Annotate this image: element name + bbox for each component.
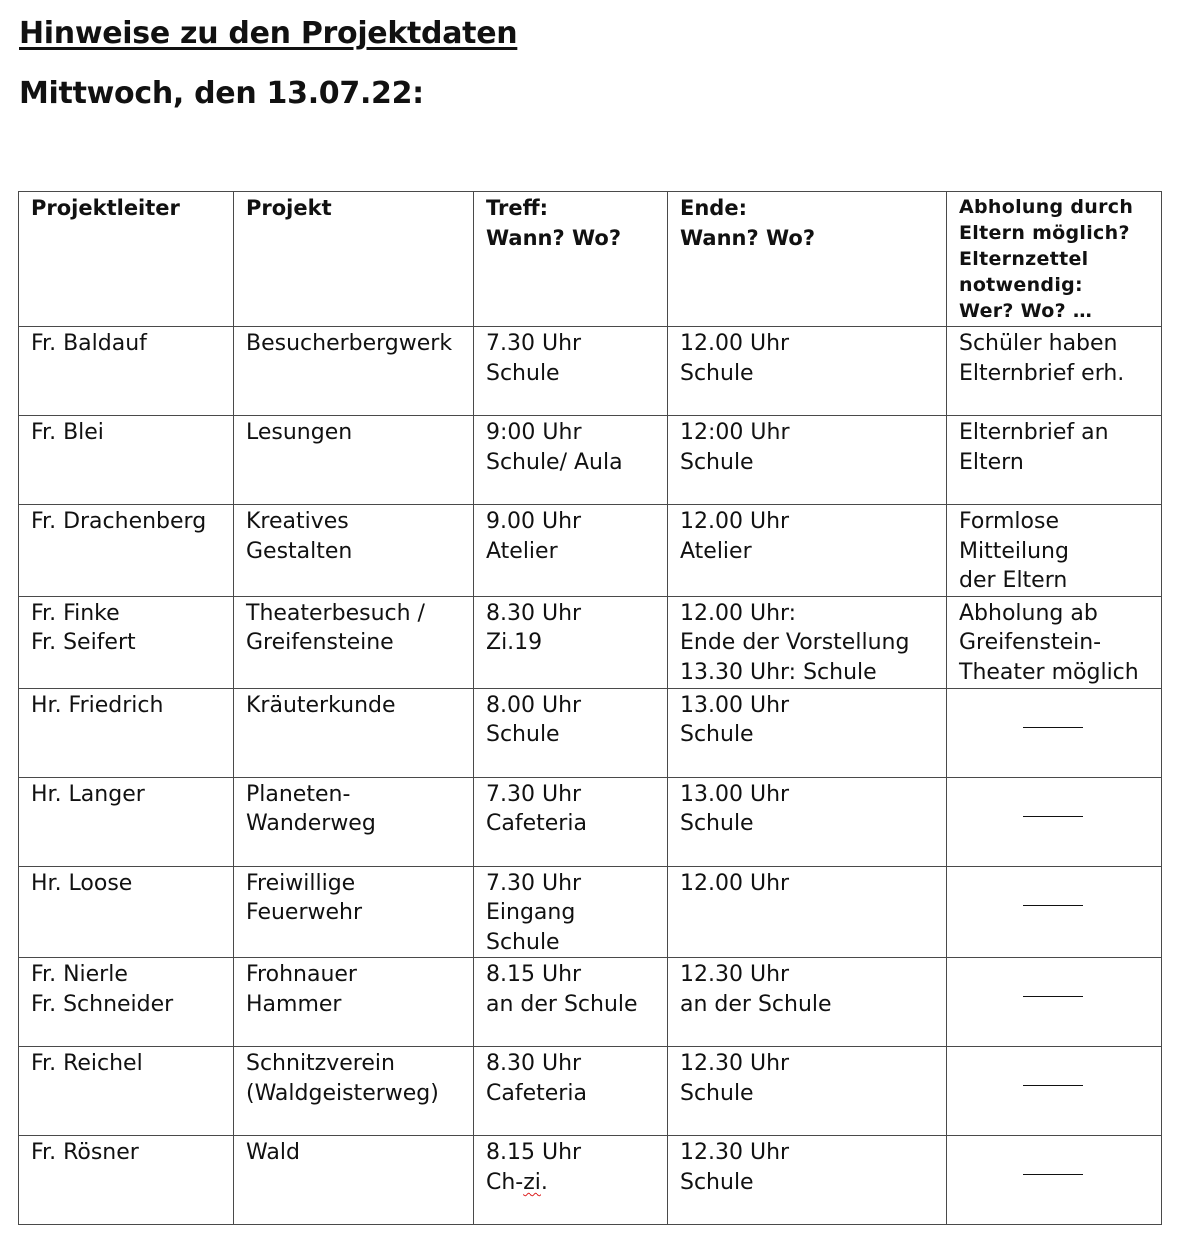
blank-line: [1023, 905, 1083, 906]
cell-line: Frohnauer: [246, 962, 357, 988]
cell-pickup: [947, 327, 1162, 416]
cell-leader: [19, 1136, 234, 1225]
cell-line: Schule: [680, 449, 754, 475]
document-title: Hinweise zu den Projektdaten: [19, 16, 518, 51]
cell-end: [668, 596, 947, 688]
cell-meet: [474, 1047, 668, 1136]
cell-line: 13.30 Uhr: Schule: [680, 659, 877, 685]
cell-line: an der Schule: [486, 991, 638, 1017]
cell-pickup: [947, 688, 1162, 777]
cell-line: Greifenstein-: [959, 630, 1102, 656]
cell-line: Fr. Rösner: [31, 1140, 139, 1166]
blank-line: [1023, 1085, 1083, 1086]
cell-project: [234, 505, 474, 597]
cell-line: Schule: [680, 1080, 754, 1106]
cell-project: [234, 1047, 474, 1136]
header-end: [668, 192, 947, 327]
cell-line: Fr. Seifert: [31, 630, 136, 656]
cell-leader: [19, 866, 234, 958]
cell-line: Fr. Drachenberg: [31, 509, 207, 534]
cell-line: Fr. Nierle: [31, 962, 128, 988]
cell-line: Atelier: [680, 538, 752, 564]
table-row: [19, 688, 1162, 777]
cell-line: Schule: [680, 360, 754, 386]
cell-line: 12:00 Uhr: [680, 420, 790, 445]
cell-line: Abholung ab: [959, 600, 1098, 626]
cell-line: Wann? Wo?: [680, 225, 816, 250]
table-row: [19, 416, 1162, 505]
cell-project: [234, 327, 474, 416]
cell-meet: [474, 1136, 668, 1225]
table-row: [19, 958, 1162, 1047]
cell-line: 7.30 Uhr: [486, 331, 582, 356]
cell-project: [234, 596, 474, 688]
cell-line: Lesungen: [246, 420, 353, 445]
cell-meet: [474, 596, 668, 688]
cell-project: [234, 866, 474, 958]
cell-line: Hr. Friedrich: [31, 692, 164, 718]
table-row: [19, 596, 1162, 688]
cell-line: 12.00 Uhr: [680, 331, 790, 356]
cell-meet: [474, 866, 668, 958]
cell-line: 12.00 Uhr:: [680, 600, 797, 626]
cell-leader: [19, 1047, 234, 1136]
cell-meet: [474, 327, 668, 416]
blank-line: [1023, 816, 1083, 817]
cell-project: [234, 958, 474, 1047]
cell-line: Elternbrief an: [959, 420, 1109, 445]
cell-line: Fr. Schneider: [31, 991, 174, 1017]
cell-line: Ch-zi.: [486, 1169, 548, 1195]
cell-line: Treff:: [486, 196, 549, 220]
cell-leader: [19, 416, 234, 505]
cell-line: Projektleiter: [31, 196, 180, 220]
cell-end: [668, 777, 947, 866]
cell-line: Wann? Wo?: [486, 225, 622, 250]
cell-line: Theater möglich: [959, 659, 1139, 685]
cell-line: Theaterbesuch /: [246, 600, 425, 626]
cell-line: Schule: [486, 722, 560, 748]
cell-line: Mitteilung: [959, 538, 1069, 564]
cell-end: [668, 1136, 947, 1225]
cell-end: [668, 327, 947, 416]
cell-line: Wanderweg: [246, 811, 376, 837]
table-row: [19, 777, 1162, 866]
cell-line: Hr. Loose: [31, 870, 133, 896]
cell-line: Fr. Finke: [31, 600, 120, 626]
cell-line: Schule: [680, 811, 754, 837]
cell-line: 8.30 Uhr: [486, 1051, 582, 1077]
project-table: [18, 191, 1162, 1225]
blank-line: [1023, 996, 1083, 997]
cell-end: [668, 505, 947, 597]
cell-line: 8.30 Uhr: [486, 600, 582, 626]
cell-line: Elternbrief erh.: [959, 360, 1125, 386]
cell-pickup: [947, 505, 1162, 597]
table-row: [19, 327, 1162, 416]
cell-end: [668, 958, 947, 1047]
cell-line: 8.15 Uhr: [486, 962, 582, 988]
cell-line: Formlose: [959, 509, 1059, 534]
cell-line: 12.00 Uhr: [680, 870, 790, 896]
cell-line: 12.30 Uhr: [680, 1051, 790, 1077]
table-header-row: [19, 192, 1162, 327]
cell-line: Besucherbergwerk: [246, 331, 453, 356]
cell-meet: [474, 416, 668, 505]
header-leader: [19, 192, 234, 327]
cell-leader: [19, 688, 234, 777]
cell-line: Fr. Blei: [31, 420, 104, 445]
cell-line: Eltern möglich?: [959, 222, 1130, 244]
cell-line: Gestalten: [246, 538, 353, 564]
cell-meet: [474, 505, 668, 597]
cell-line: 7.30 Uhr: [486, 781, 582, 807]
blank-line: [1023, 1174, 1083, 1175]
cell-line: 9:00 Uhr: [486, 420, 582, 445]
cell-leader: [19, 505, 234, 597]
cell-line: 13.00 Uhr: [680, 692, 790, 718]
cell-line: 9.00 Uhr: [486, 509, 582, 534]
cell-line: Elternzettel: [959, 248, 1089, 270]
cell-line: Schnitzverein: [246, 1051, 395, 1077]
cell-line: Schüler haben: [959, 331, 1118, 356]
cell-leader: [19, 958, 234, 1047]
cell-meet: [474, 777, 668, 866]
cell-line: Fr. Reichel: [31, 1051, 143, 1077]
cell-line: 12.00 Uhr: [680, 509, 790, 534]
cell-end: [668, 866, 947, 958]
cell-line: 13.00 Uhr: [680, 781, 790, 807]
cell-pickup: [947, 596, 1162, 688]
table-row: [19, 866, 1162, 958]
cell-line: Wald: [246, 1140, 300, 1166]
header-meet: [474, 192, 668, 327]
header-pickup: [947, 192, 1162, 327]
cell-meet: [474, 958, 668, 1047]
blank-line: [1023, 727, 1083, 728]
cell-line: Ende:: [680, 196, 747, 220]
cell-project: [234, 1136, 474, 1225]
cell-pickup: [947, 866, 1162, 958]
cell-end: [668, 1047, 947, 1136]
cell-line: Wer? Wo? …: [959, 300, 1093, 322]
cell-line: Projekt: [246, 196, 332, 220]
cell-meet: [474, 688, 668, 777]
cell-pickup: [947, 1136, 1162, 1225]
cell-line: Atelier: [486, 538, 558, 564]
cell-line: Abholung durch: [959, 196, 1134, 218]
cell-line: Schule/ Aula: [486, 449, 623, 475]
cell-end: [668, 688, 947, 777]
cell-line: 8.15 Uhr: [486, 1140, 582, 1166]
cell-line: Eltern: [959, 449, 1024, 475]
cell-line: Schule: [680, 1169, 754, 1195]
cell-line: 8.00 Uhr: [486, 692, 582, 718]
cell-pickup: [947, 416, 1162, 505]
cell-line: Eingang: [486, 900, 576, 926]
cell-line: Feuerwehr: [246, 900, 363, 926]
cell-line: Schule: [486, 360, 560, 386]
cell-line: Schule: [680, 722, 754, 748]
cell-line: Planeten-: [246, 781, 351, 807]
cell-leader: [19, 327, 234, 416]
cell-line: 7.30 Uhr: [486, 870, 582, 896]
cell-project: [234, 688, 474, 777]
cell-leader: [19, 596, 234, 688]
cell-line: an der Schule: [680, 991, 832, 1017]
cell-line: 12.30 Uhr: [680, 962, 790, 988]
cell-line: Cafeteria: [486, 1080, 587, 1106]
cell-project: [234, 416, 474, 505]
table-row: [19, 505, 1162, 597]
cell-pickup: [947, 958, 1162, 1047]
cell-line: Kreatives: [246, 509, 349, 534]
cell-end: [668, 416, 947, 505]
cell-line: Zi.19: [486, 630, 543, 656]
cell-leader: [19, 777, 234, 866]
cell-line: Fr. Baldauf: [31, 331, 147, 356]
cell-line: Ende der Vorstellung: [680, 630, 910, 656]
cell-line: Kräuterkunde: [246, 692, 396, 718]
cell-line: der Eltern: [959, 568, 1068, 594]
cell-line: 12.30 Uhr: [680, 1140, 790, 1166]
table-row: [19, 1136, 1162, 1225]
project-table-body: [19, 192, 1162, 1225]
cell-line: Hr. Langer: [31, 781, 145, 807]
cell-line: (Waldgeisterweg): [246, 1080, 439, 1106]
cell-line: Greifensteine: [246, 630, 394, 656]
cell-pickup: [947, 777, 1162, 866]
table-row: [19, 1047, 1162, 1136]
cell-pickup: [947, 1047, 1162, 1136]
cell-line: Cafeteria: [486, 811, 587, 837]
cell-line: Hammer: [246, 991, 342, 1017]
cell-project: [234, 777, 474, 866]
header-project: [234, 192, 474, 327]
cell-line: Schule: [486, 929, 560, 955]
cell-line: notwendig:: [959, 274, 1083, 296]
document-date-heading: Mittwoch, den 13.07.22:: [19, 76, 424, 111]
cell-line: Freiwillige: [246, 870, 356, 896]
